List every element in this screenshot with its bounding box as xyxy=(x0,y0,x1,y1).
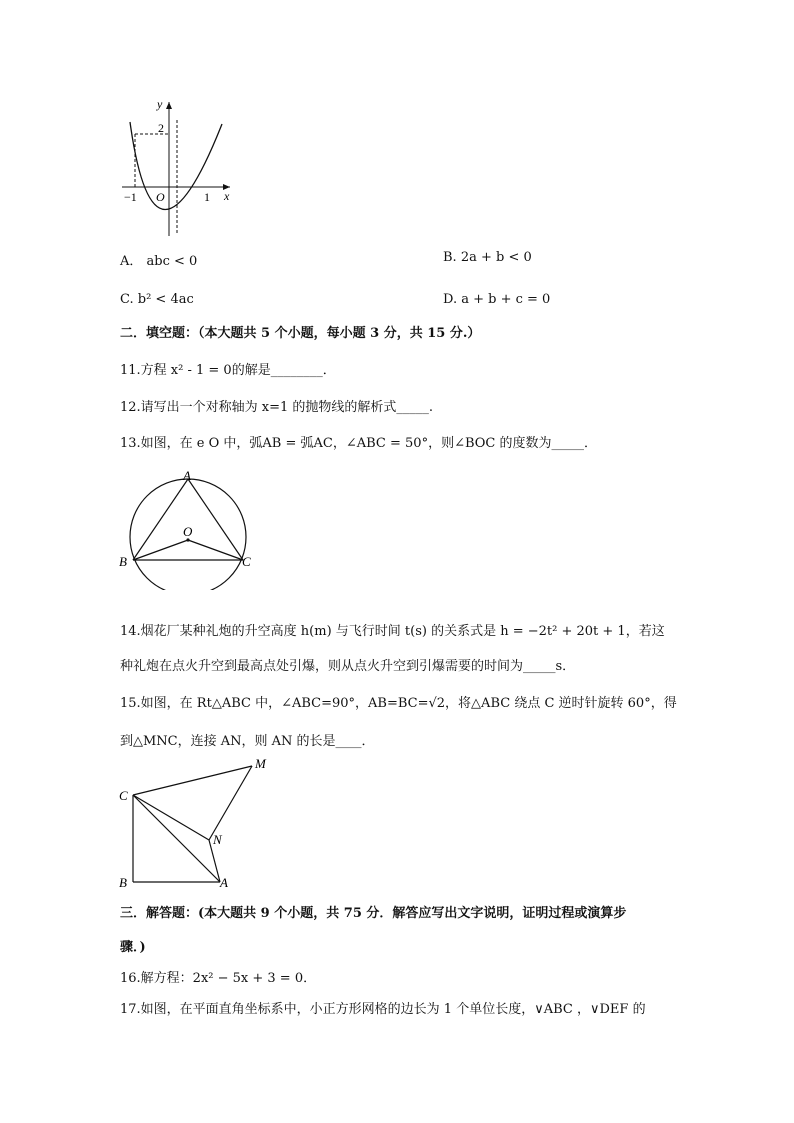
question-12: 12.请写出一个对称轴为 x=1 的抛物线的解析式_____. xyxy=(120,400,434,415)
question-11: 11.方程 x² - 1 = 0的解是________． xyxy=(120,363,336,378)
point-label-m: M xyxy=(255,756,266,771)
point-label-b2: B xyxy=(119,875,127,890)
point-label-a2: A xyxy=(220,875,228,890)
question-17: 17.如图，在平面直角坐标系中，小正方形网格的边长为 1 个单位长度，∨ABC ，∨DEF 的 xyxy=(120,1002,646,1017)
section3-heading-line1: 三．解答题：(本大题共 9 个小题，共 75 分．解答应写出文字说明，证明过程或演算步 xyxy=(120,906,627,921)
circle-figure xyxy=(116,466,266,590)
point-label-b: B xyxy=(119,554,127,569)
option-b: B. 2a + b < 0 xyxy=(443,250,532,265)
question-14-line1: 14.烟花厂某种礼炮的升空高度 h(m) 与飞行时间 t(s) 的关系式是 h = −2t² + 20t + 1，若这 xyxy=(120,624,665,639)
question-13: 13.如图，在 e O 中，弧AB = 弧AC，∠ABC = 50°，则∠BOC 的度数为_____． xyxy=(120,436,598,451)
point-label-c2: C xyxy=(119,788,128,803)
tick-label-neg1: −1 xyxy=(124,190,137,204)
x-axis-label: x xyxy=(224,189,230,203)
point-label-o: O xyxy=(183,524,193,539)
point-label-n: N xyxy=(213,832,222,847)
point-label-a: A xyxy=(183,468,191,483)
origin-label: O xyxy=(156,190,165,204)
option-d: D. a + b + c = 0 xyxy=(443,292,551,307)
rotation-figure xyxy=(116,754,276,890)
question-16: 16.解方程：2x² − 5x + 3 = 0． xyxy=(120,971,317,986)
option-c: C. b² < 4ac xyxy=(120,292,194,307)
option-a: A． abc < 0 xyxy=(120,254,198,269)
parabola-figure xyxy=(118,96,238,240)
y-axis-label: y xyxy=(157,97,163,111)
tick-label-2: 2 xyxy=(158,121,164,135)
section3-heading-line2: 骤．) xyxy=(120,940,146,955)
point-label-c: C xyxy=(242,554,251,569)
tick-label-1: 1 xyxy=(204,190,210,204)
section2-heading: 二．填空题：（本大题共 5 个小题，每小题 3 分，共 15 分.） xyxy=(120,326,481,341)
question-14-line2: 种礼炮在点火升空到最高点处引爆，则从点火升空到引爆需要的时间为_____s． xyxy=(120,659,576,674)
question-15-line1: 15.如图，在 Rt△ABC 中，∠ABC=90°，AB=BC=√2，将△ABC 绕点 C 逆时针旋转 60°，得 xyxy=(120,696,677,711)
question-15-line2: 到△MNC，连接 AN，则 AN 的长是____． xyxy=(120,734,375,749)
